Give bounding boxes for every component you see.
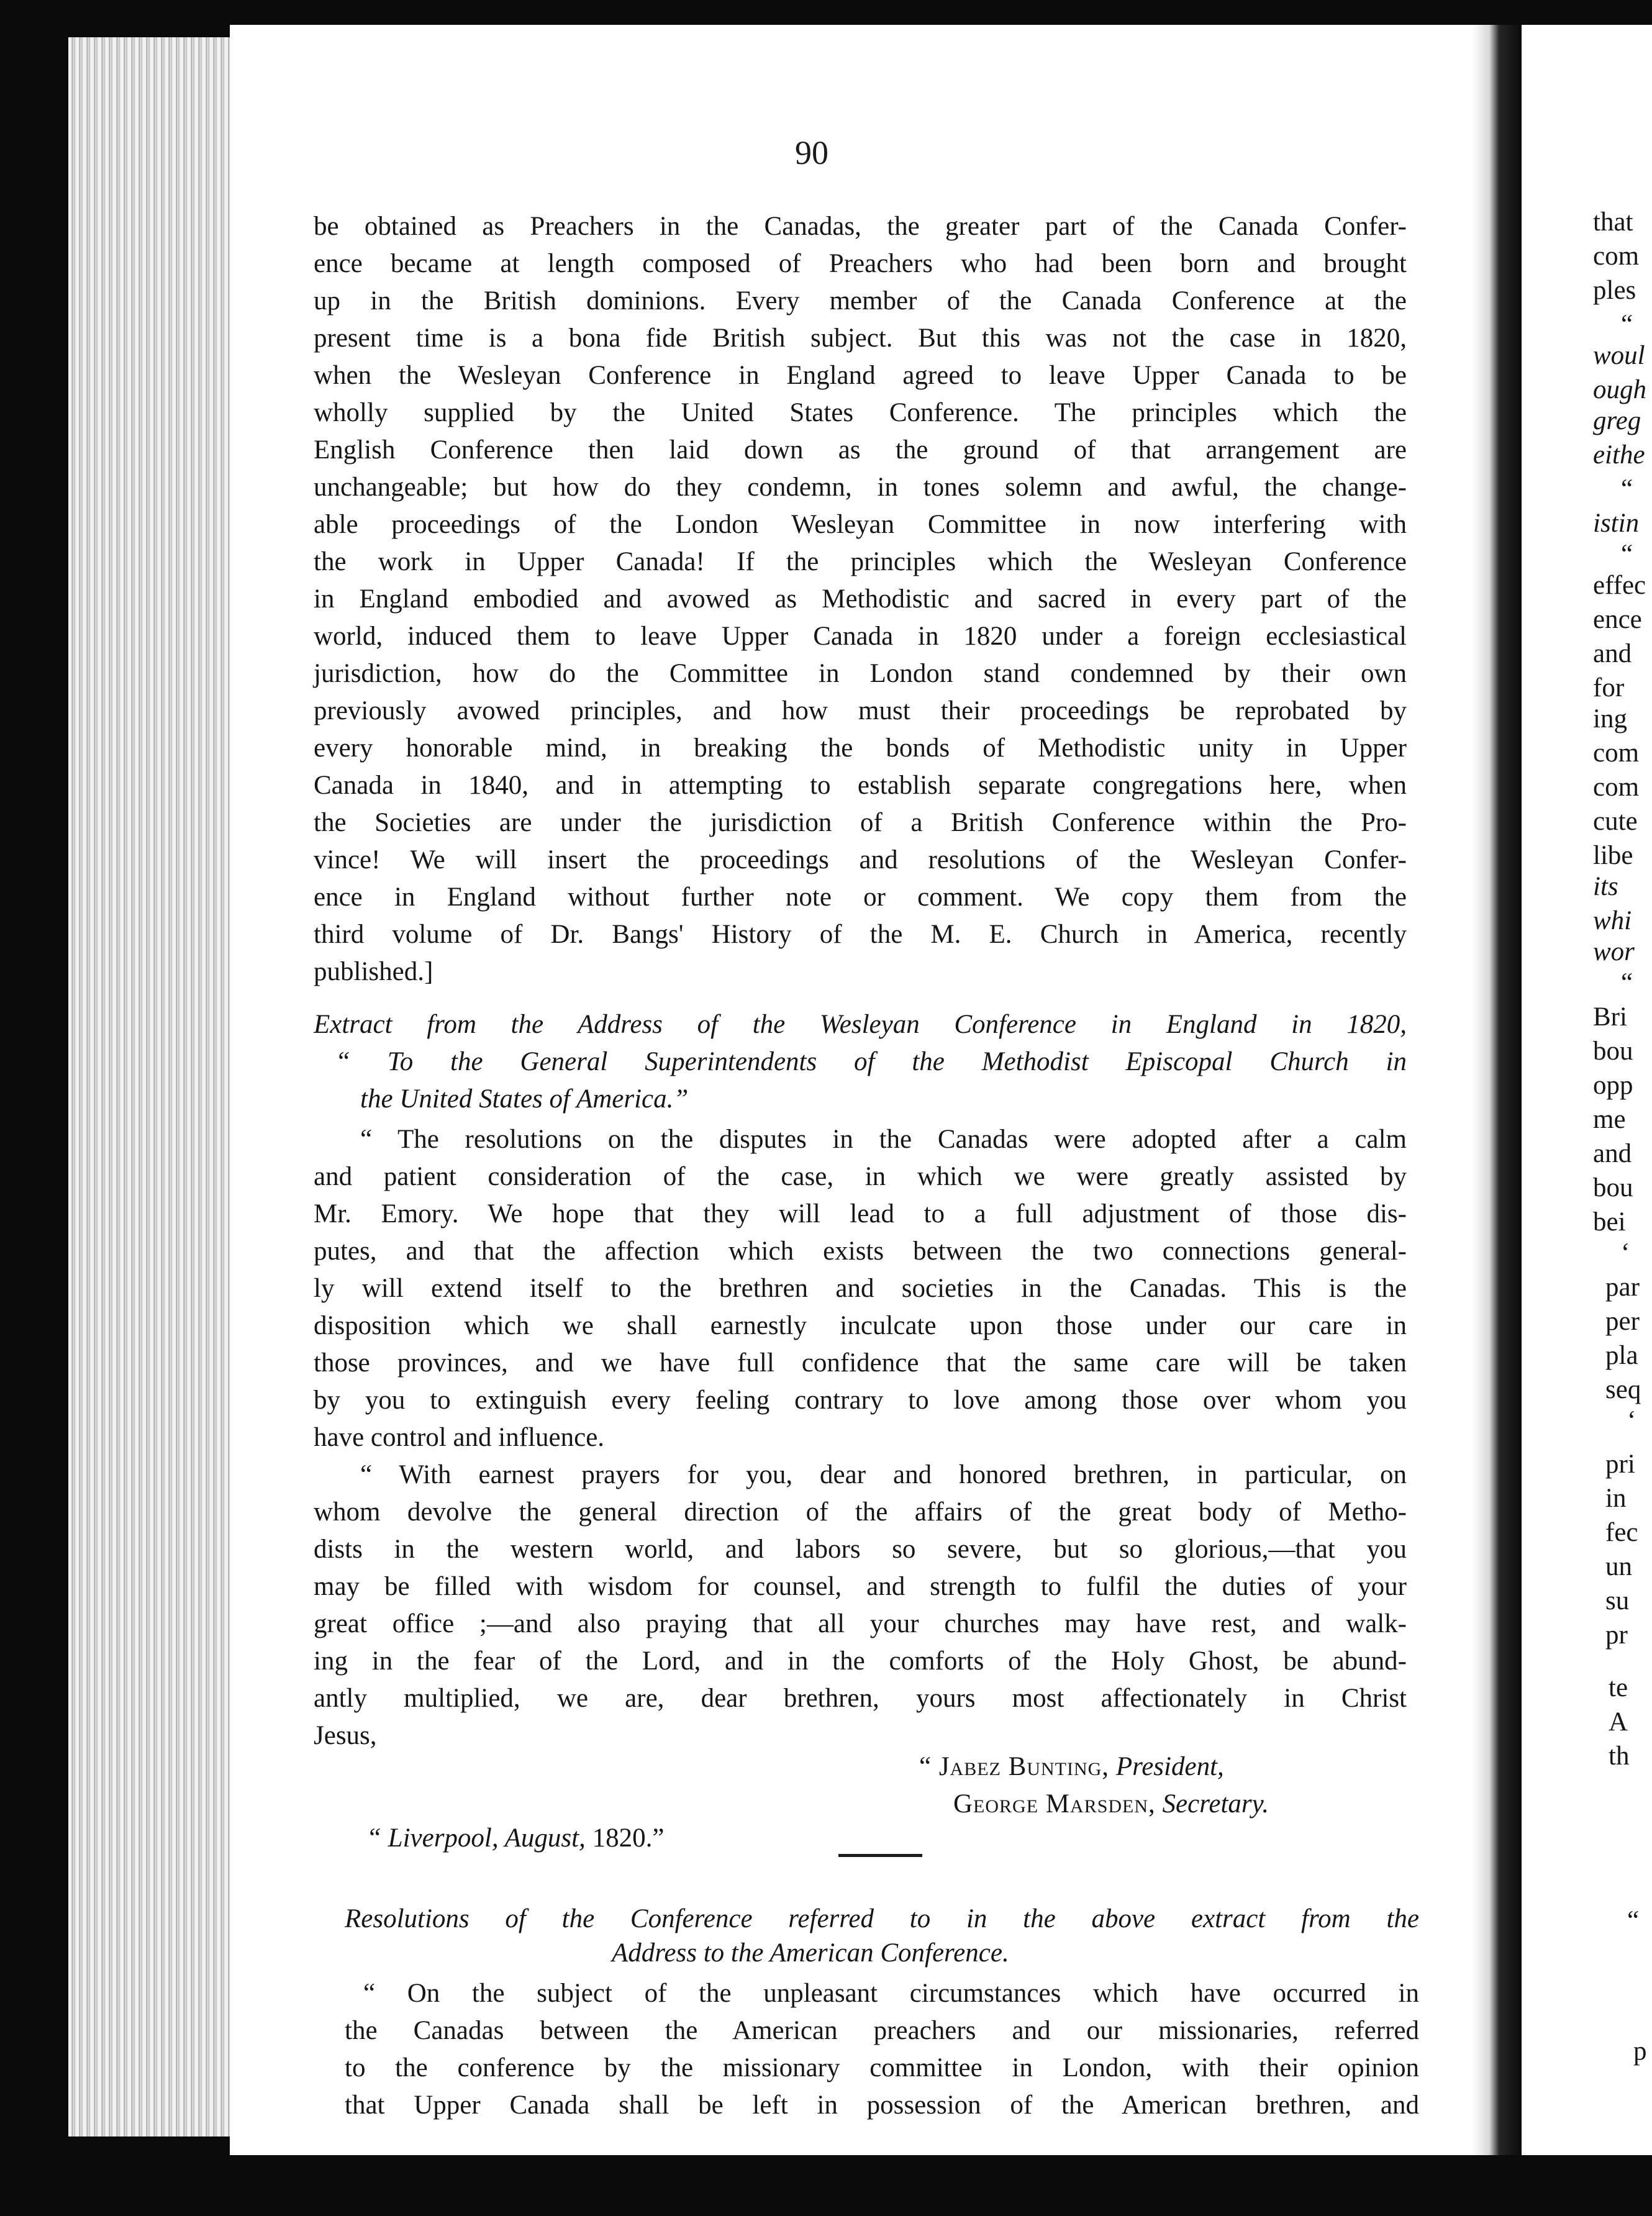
text-line: ence in England without further note or comment. We copy them from the [314,883,1407,912]
text-line: that Upper Canada shall be left in possession of the American brethren, and [345,2091,1419,2120]
text-line: to the conference by the missionary committee in London, with their opinion [345,2053,1419,2082]
signature-secretary [953,1786,1419,1823]
resolutions-heading: Resolutions of the Conference referred to in the above extract from the [345,1904,1419,1933]
resolutions-heading: Address to the American Conference. [612,1938,1009,1968]
right-page-fragment: bou [1593,1037,1633,1066]
right-page-fragment: te [1609,1673,1628,1702]
text-line: those provinces, and we have full confidence that the same care will be taken [314,1348,1407,1378]
right-page-fragment: per [1605,1307,1640,1336]
text-line: “ With earnest prayers for you, dear and honored brethren, in particular, on [360,1460,1407,1489]
text-line: in England embodied and avowed as Methodistic and sacred in every part of the [314,584,1407,614]
signature-president [919,1748,1416,1786]
place-date [366,1820,863,1857]
text-line: vince! We will insert the proceedings and resolutions of the Wesleyan Confer- [314,845,1407,874]
text-line: unchangeable; but how do they condemn, in tones solemn and awful, the change- [314,473,1407,502]
right-page-fragment: “ [1621,475,1633,504]
text-line: and patient consideration of the case, in which we were greatly assisted by [314,1162,1407,1191]
right-page-fragment: for [1593,673,1625,702]
right-page-fragment: wor [1593,937,1635,966]
text-line: the work in Upper Canada! If the principles which the Wesleyan Conference [314,547,1407,576]
right-page-fragment: pr [1605,1620,1628,1650]
right-page-fragment: ‘ [1627,1406,1636,1435]
president-name: “ Jabez Bunting, [919,1752,1110,1781]
right-page-fragment: com [1593,773,1640,802]
book-page-edges [68,37,230,2137]
text-line: “ The resolutions on the disputes in the Canadas were adopted after a calm [360,1125,1407,1154]
right-page-fragment: su [1605,1586,1630,1615]
text-line: every honorable mind, in breaking the bonds of Methodistic unity in Upper [314,733,1407,763]
right-page-fragment: opp [1593,1071,1633,1100]
right-page-fragment: and [1593,1139,1632,1168]
text-line: have control and influence. [314,1423,605,1452]
page-number: 90 [795,134,828,171]
text-line: English Conference then laid down as the ground of that arrangement are [314,435,1407,465]
right-page-fragment: ing [1593,704,1627,733]
right-page-fragment: in [1605,1484,1627,1513]
right-page-fragment: un [1605,1552,1632,1581]
text-line: the Canadas between the American preachers and our missionaries, referred [345,2016,1419,2045]
right-page-fragment: ough [1593,375,1646,404]
right-page-fragment: me [1593,1105,1626,1134]
text-line: present time is a bona fide British subject. But this was not the case in 1820, [314,324,1407,353]
text-line: world, induced them to leave Upper Canada in 1820 under a foreign ecclesiastical [314,622,1407,651]
text-line: third volume of Dr. Bangs' History of the M. E. Church in America, recently [314,920,1407,949]
extract-heading: Extract from the Address of the Wesleyan Conference in England in 1820, [314,1010,1407,1039]
right-page-fragment: pri [1605,1450,1635,1479]
secretary-name: George Marsden, [953,1789,1156,1819]
text-line: published.] [314,957,433,986]
right-page-fragment: cute [1593,807,1638,836]
right-page-fragment: fec [1605,1518,1638,1547]
text-line: Mr. Emory. We hope that they will lead to a full adjustment of those dis- [314,1199,1407,1228]
right-page-fragment: “ [1627,1906,1640,1935]
right-page-fragment: effec [1593,571,1646,600]
right-page-fragment: bou [1593,1173,1633,1202]
president-title: President, [1115,1752,1224,1781]
right-page-fragment: whi [1593,906,1632,935]
text-line: up in the British dominions. Every member of the Canada Conference at the [314,286,1407,316]
right-page-fragment: com [1593,242,1640,271]
right-page-fragment: th [1609,1741,1630,1771]
secretary-title: Secretary. [1162,1789,1269,1819]
right-page-fragment: Bri [1593,1002,1627,1032]
book-gutter [1472,25,1522,2155]
text-line: able proceedings of the London Wesleyan Committee in now interfering with [314,510,1407,539]
text-line: ence became at length composed of Preachers who had been born and brought [314,249,1407,278]
right-page-fragment: p [1633,2037,1647,2066]
right-page-fragment: pla [1605,1341,1638,1370]
right-page-fragment: that [1593,207,1633,237]
text-line: Canada in 1840, and in attempting to establish separate congregations here, when [314,771,1407,800]
section-divider [838,1854,922,1857]
text-line: whom devolve the general direction of the affairs of the great body of Metho- [314,1497,1407,1527]
right-page-fragment: “ [1621,540,1633,569]
text-line: great office ;—and also praying that all your churches may have rest, and walk- [314,1609,1407,1638]
right-page-fragment: libe [1593,841,1633,870]
right-page-fragment: seq [1605,1375,1641,1404]
right-page-fragment: woul [1593,341,1645,370]
right-page-fragment: A [1609,1707,1628,1737]
text-line: jurisdiction, how do the Committee in London stand condemned by their own [314,659,1407,688]
place-date-text: “ Liverpool, August, [366,1823,586,1853]
text-line: be obtained as Preachers in the Canadas, the greater part of the Canada Confer- [314,212,1407,241]
right-page-fragment: “ [1621,310,1633,339]
text-line: putes, and that the affection which exists between the two connections general- [314,1237,1407,1266]
right-page-fragment: com [1593,738,1640,768]
text-line: the Societies are under the jurisdiction of a British Conference within the Pro- [314,808,1407,837]
text-line: previously avowed principles, and how must their proceedings be reprobated by [314,696,1407,725]
right-page-fragment: greg [1593,406,1641,435]
text-line: ly will extend itself to the brethren and societies in the Canadas. This is the [314,1274,1407,1303]
right-page-fragment: ples [1593,276,1636,305]
text-line: Jesus, [314,1721,377,1750]
right-page-fragment: and [1593,639,1632,668]
text-line: “ On the subject of the unpleasant circumstances which have occurred in [363,1979,1419,2008]
right-page-fragment: istin [1593,509,1640,538]
text-line: ing in the fear of the Lord, and in the comforts of the Holy Ghost, be abund- [314,1646,1407,1676]
right-page-fragment: ence [1593,605,1642,634]
text-line: dists in the western world, and labors so severe, but so glorious,—that you [314,1535,1407,1564]
right-page-fragment: ‘ [1621,1238,1630,1268]
text-line: when the Wesleyan Conference in England agreed to leave Upper Canada to be [314,361,1407,390]
right-page-fragment: bei [1593,1207,1626,1237]
text-line: by you to extinguish every feeling contrary to love among those over whom you [314,1386,1407,1415]
text-line: wholly supplied by the United States Conference. The principles which the [314,398,1407,427]
text-line: antly multiplied, we are, dear brethren, yours most affectionately in Christ [314,1684,1407,1713]
extract-heading: “ To the General Superintendents of the Methodist Episcopal Church in [335,1047,1407,1076]
extract-heading: the United States of America.” [360,1084,689,1114]
right-page-fragment: eithe [1593,440,1645,470]
right-page-fragment: par [1605,1273,1640,1302]
right-page-fragment: its [1593,872,1618,901]
right-page-fragment: “ [1621,968,1633,997]
place-date-year: 1820.” [592,1823,665,1853]
text-line: disposition which we shall earnestly inculcate upon those under our care in [314,1311,1407,1340]
text-line: may be filled with wisdom for counsel, and strength to fulfil the duties of your [314,1572,1407,1601]
